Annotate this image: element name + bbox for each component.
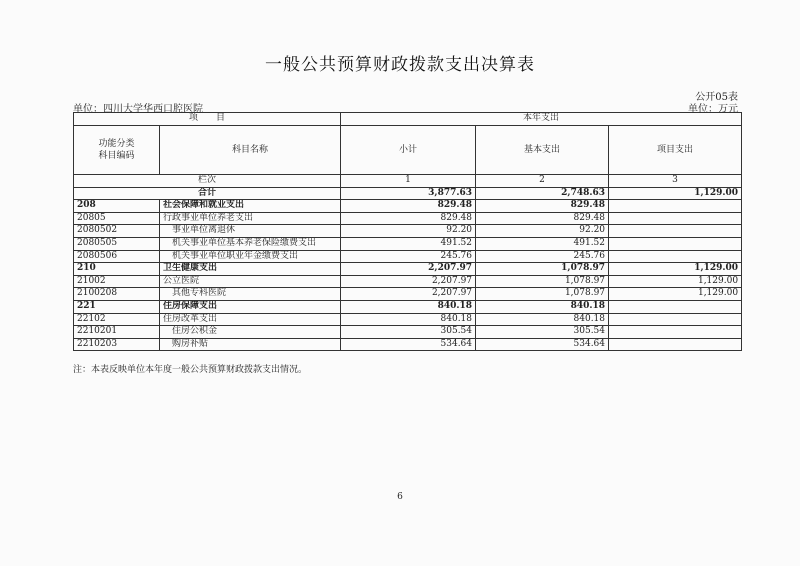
header-func-code [74,126,160,175]
table-row [74,200,742,213]
row-code: 20805 [74,212,160,225]
row-subtotal: 92.20 [341,225,476,238]
expenditure-table [73,112,742,351]
row-subtotal: 491.52 [341,237,476,250]
row-code: 2210201 [74,326,160,339]
page-number: 6 [397,492,403,502]
row-subject-name: 其他专科医院 [160,288,341,301]
row-project [609,300,742,313]
row-subject-name: 住房保障支出 [160,300,341,313]
row-code: 2080502 [74,225,160,238]
row-subject-name: 住房公积金 [160,326,341,339]
row-basic: 829.48 [476,212,609,225]
table-row [74,300,742,313]
row-code: 2100208 [74,288,160,301]
total-subtotal: 3,877.63 [341,187,476,200]
row-project [609,326,742,339]
table-row [74,237,742,250]
row-subtotal: 2,207.97 [341,288,476,301]
table-row [74,326,742,339]
row-subtotal: 829.48 [341,212,476,225]
row-basic: 840.18 [476,300,609,313]
row-subtotal: 534.64 [341,338,476,351]
row-code: 221 [74,300,160,313]
header-project: 项目支出 [609,126,742,175]
row-project [609,250,742,263]
column-number-3: 3 [609,175,742,188]
row-basic: 305.54 [476,326,609,339]
table-row [74,288,742,301]
header-func-code-line1: 功能分类 [98,139,135,149]
table-row [74,225,742,238]
table-row [74,263,742,276]
row-subtotal: 305.54 [341,326,476,339]
row-basic: 840.18 [476,313,609,326]
column-number-label: 栏次 [74,175,341,188]
row-subtotal: 2,207.97 [341,275,476,288]
row-basic: 1,078.97 [476,275,609,288]
row-basic: 491.52 [476,237,609,250]
row-subject-name: 住房改革支出 [160,313,341,326]
row-project [609,200,742,213]
row-code: 22102 [74,313,160,326]
table-row [74,275,742,288]
row-basic: 245.76 [476,250,609,263]
row-project [609,237,742,250]
table-row [74,313,742,326]
row-project: 1,129.00 [609,288,742,301]
row-project: 1,129.00 [609,275,742,288]
row-subtotal: 245.76 [341,250,476,263]
row-subject-name: 社会保障和就业支出 [160,200,341,213]
row-subtotal: 2,207.97 [341,263,476,276]
row-subtotal: 840.18 [341,313,476,326]
total-label: 合计 [74,187,341,200]
row-basic: 1,078.97 [476,288,609,301]
row-project [609,225,742,238]
header-subject-name: 科目名称 [160,126,341,175]
row-subject-name: 事业单位离退休 [160,225,341,238]
row-code: 2210203 [74,338,160,351]
column-number-1: 1 [341,175,476,188]
row-subject-name: 行政事业单位养老支出 [160,212,341,225]
table-note: 注：本表反映单位本年度一般公共预算财政拨款支出情况。 [73,365,308,375]
row-project [609,313,742,326]
header-func-code-line2: 科目编码 [98,151,135,161]
header-item-group: 项 目 [74,113,341,126]
row-code: 21002 [74,275,160,288]
page-title: 一般公共预算财政拨款支出决算表 [265,55,535,75]
row-project [609,212,742,225]
table-row [74,338,742,351]
row-subject-name: 公立医院 [160,275,341,288]
row-subject-name: 卫生健康支出 [160,263,341,276]
row-basic: 534.64 [476,338,609,351]
table-row [74,250,742,263]
row-basic: 1,078.97 [476,263,609,276]
row-code: 2080505 [74,237,160,250]
row-basic: 92.20 [476,225,609,238]
table-body [74,200,742,351]
header-subtotal: 小计 [341,126,476,175]
row-subtotal: 829.48 [341,200,476,213]
row-code: 208 [74,200,160,213]
row-subject-name: 购房补贴 [160,338,341,351]
row-subject-name: 机关事业单位基本养老保险缴费支出 [160,237,341,250]
amount-unit: 单位：万元 [688,104,738,115]
total-project: 1,129.00 [609,187,742,200]
row-subtotal: 840.18 [341,300,476,313]
header-basic: 基本支出 [476,126,609,175]
row-project: 1,129.00 [609,263,742,276]
form-number: 公开05表 [695,92,738,103]
total-basic: 2,748.63 [476,187,609,200]
row-basic: 829.48 [476,200,609,213]
row-project [609,338,742,351]
reporting-unit: 单位：四川大学华西口腔医院 [73,104,203,115]
row-code: 210 [74,263,160,276]
column-number-2: 2 [476,175,609,188]
row-subject-name: 机关事业单位职业年金缴费支出 [160,250,341,263]
header-current-year: 本年支出 [341,113,742,126]
row-code: 2080506 [74,250,160,263]
table-row [74,212,742,225]
